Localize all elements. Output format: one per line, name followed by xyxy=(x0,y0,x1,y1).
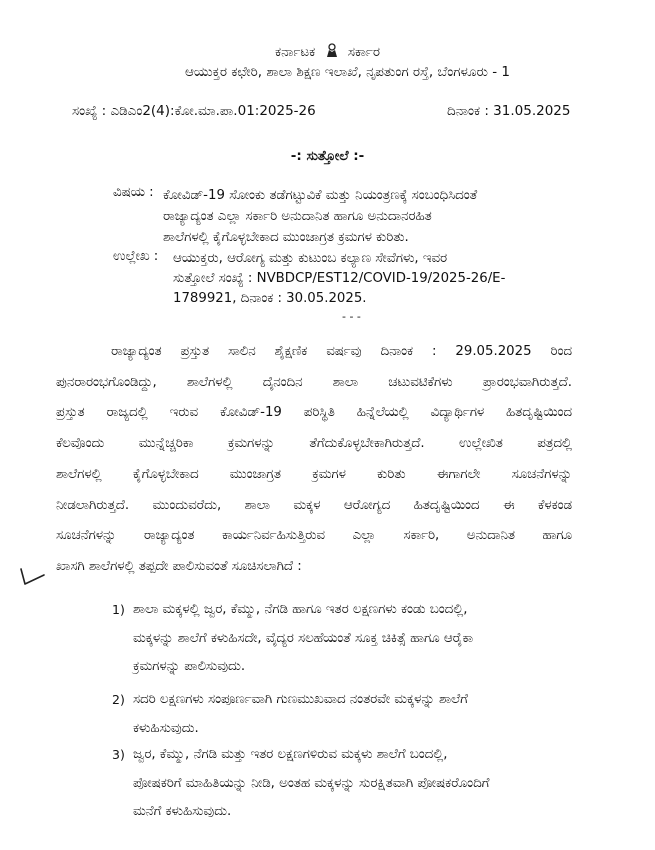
body-line: ಸೂಚನೆಗಳನ್ನು ರಾಜ್ಯಾದ್ಯಂತ ಕಾರ್ಯನಿರ್ವಹಿಸುತ್ತಿರುವ ಎಲ್ಲಾ ಸರ್ಕಾರಿ, ಅನುದಾನಿತ ಹಾಗೂ xyxy=(56,528,572,544)
list-item xyxy=(133,686,577,743)
body-line: ನೀಡಲಾಗಿರುತ್ತದೆ. ಮುಂದುವರೆದು, ಶಾಲಾ ಮಕ್ಕಳ ಆರೋಗ್ಯದ ಹಿತದೃಷ್ಟಿಯಿಂದ ಈ ಕೆಳಕಂಡ xyxy=(56,497,572,513)
item-number: 1) xyxy=(112,602,125,617)
subject-line: ರಾಜ್ಯಾದ್ಯಂತ ಎಲ್ಲಾ ಸರ್ಕಾರಿ ಅನುದಾನಿತ ಹಾಗೂ ಅನುದಾನರಹಿತ xyxy=(163,209,432,224)
separator: - - - xyxy=(342,310,361,323)
body-line: ಪುನರಾರಂಭಗೊಂಡಿದ್ದು, ಶಾಲೆಗಳಲ್ಲಿ ದೈನಂದಿನ ಶಾಲಾ ಚಟುವಟಿಕೆಗಳು ಪ್ರಾರಂಭವಾಗಿರುತ್ತದೆ. xyxy=(56,374,572,390)
state-name: ಕರ್ನಾಟಕ xyxy=(275,44,316,60)
reference-line: ಸುತ್ತೋಲೆ ಸಂಖ್ಯೆ : NVBDCP/EST12/COVID-19/2025-26/E- xyxy=(173,271,506,286)
reference-text xyxy=(173,249,505,309)
item-number: 2) xyxy=(112,692,125,707)
page-title: -: ಸುತ್ತೋಲೆ :- xyxy=(290,148,365,164)
item-line: ಮನೆಗೆ ಕಳುಹಿಸುವುದು. xyxy=(133,804,232,819)
item-line: ಶಾಲಾ ಮಕ್ಕಳಲ್ಲಿ ಜ್ವರ, ಕೆಮ್ಮು, ನೆಗಡಿ ಹಾಗೂ ಇತರ ಲಕ್ಷಣಗಳು ಕಂಡು ಬಂದಲ್ಲಿ, xyxy=(133,602,468,617)
state-emblem-icon xyxy=(324,42,340,58)
body-line: ಶಾಲೆಗಳಲ್ಲಿ ಕೈಗೊಳ್ಳಬೇಕಾದ ಮುಂಜಾಗ್ರತ ಕ್ರಮಗಳ ಕುರಿತು ಈಗಾಗಲೇ ಸೂಚನೆಗಳನ್ನು xyxy=(56,466,572,482)
item-number: 3) xyxy=(112,747,125,762)
item-line: ಜ್ವರ, ಕೆಮ್ಮು, ನೆಗಡಿ ಮತ್ತು ಇತರ ಲಕ್ಷಣಗಳಿರುವ ಮಕ್ಕಳು ಶಾಲೆಗೆ ಬಂದಲ್ಲಿ, xyxy=(133,747,448,762)
subject-text xyxy=(163,185,477,248)
body-line: ಖಾಸಗಿ ಶಾಲೆಗಳಲ್ಲಿ ತಪ್ಪದೇ ಪಾಲಿಸುವಂತೆ ಸೂಚಿಸಲಾಗಿದೆ : xyxy=(56,558,302,574)
government-word: ಸರ್ಕಾರ xyxy=(347,44,380,60)
item-line: ಕಳುಹಿಸುವುದು. xyxy=(133,720,199,736)
circular-date: ದಿನಾಂಕ : 31.05.2025 xyxy=(447,103,571,119)
item-line: ಕ್ರಮಗಳನ್ನು ಪಾಲಿಸುವುದು. xyxy=(133,659,246,674)
subject-line: ಶಾಲೆಗಳಲ್ಲಿ ಕೈಗೊಳ್ಳಬೇಕಾದ ಮುಂಜಾಗ್ರತ ಕ್ರಮಗಳ ಕುರಿತು. xyxy=(163,230,409,245)
handwritten-tick-icon xyxy=(18,565,46,587)
office-address: ಆಯುಕ್ತರ ಕಛೇರಿ, ಶಾಲಾ ಶಿಕ್ಷಣ ಇಲಾಖೆ, ನೃಪತುಂಗ ರಸ್ತೆ, ಬೆಂಗಳೂರು - 1 xyxy=(185,64,510,80)
reference-line: ಆಯುಕ್ತರು, ಆರೋಗ್ಯ ಮತ್ತು ಕುಟುಂಬ ಕಲ್ಯಾಣ ಸೇವೆಗಳು, ಇವರ xyxy=(173,251,448,266)
letterhead-title xyxy=(0,42,655,60)
item-line: ಪೋಷಕರಿಗೆ ಮಾಹಿತಿಯನ್ನು ನೀಡಿ, ಅಂತಹ ಮಕ್ಕಳನ್ನು ಸುರಕ್ಷಿತವಾಗಿ ಪೋಷಕರೊಂದಿಗೆ xyxy=(133,775,490,791)
body-line: ಕೆಲವೊಂದು ಮುನ್ನೆಚ್ಚರಿಕಾ ಕ್ರಮಗಳನ್ನು ತೆಗೆದುಕೊಳ್ಳಬೇಕಾಗಿರುತ್ತದೆ. ಉಲ್ಲೇಖಿತ ಪತ್ರದಲ್ಲಿ xyxy=(56,436,572,452)
body-line: ರಾಜ್ಯಾದ್ಯಂತ ಪ್ರಸ್ತುತ ಸಾಲಿನ ಶೈಕ್ಷಣಿಕ ವರ್ಷವು ದಿನಾಂಕ : 29.05.2025 ರಿಂದ xyxy=(111,344,572,359)
list-item xyxy=(133,741,577,827)
circular-number: ಸಂಖ್ಯೆ : ಎಡಿಎಂ2(4):ಕೋ.ಮಾ.ಪಾ.01:2025-26 xyxy=(72,103,316,119)
reference-line: 1789921, ದಿನಾಂಕ : 30.05.2025. xyxy=(173,291,367,306)
body-paragraph xyxy=(56,337,572,583)
subject-line: ಕೋವಿಡ್-19 ಸೋಂಕು ತಡೆಗಟ್ಟುವಿಕೆ ಮತ್ತು ನಿಯಂತ್ರಣಕ್ಕೆ ಸಂಬಂಧಿಸಿದಂತೆ xyxy=(163,188,478,203)
item-line: ಮಕ್ಕಳನ್ನು ಶಾಲೆಗೆ ಕಳುಹಿಸದೇ, ವೈದ್ಯರ ಸಲಹೆಯಂತೆ ಸೂಕ್ತ ಚಿಕಿತ್ಸೆ ಹಾಗೂ ಆರೈಕಾ xyxy=(133,630,474,646)
list-item xyxy=(133,596,577,682)
item-line: ಸದರಿ ಲಕ್ಷಣಗಳು ಸಂಪೂರ್ಣವಾಗಿ ಗುಣಮುಖವಾದ ನಂತರವೇ ಮಕ್ಕಳನ್ನು ಶಾಲೆಗೆ xyxy=(133,692,468,707)
reference-label: ಉಲ್ಲೇಖ : xyxy=(113,249,159,264)
subject-label: ವಿಷಯ : xyxy=(113,185,154,200)
body-line: ಪ್ರಸ್ತುತ ರಾಜ್ಯದಲ್ಲಿ ಇರುವ ಕೋವಿಡ್-19 ಪರಿಸ್ಥಿತಿ ಹಿನ್ನೆಲೆಯಲ್ಲಿ ವಿದ್ಯಾರ್ಥಿಗಳ ಹಿತದೃಷ್ಟಿಯಿಂದ xyxy=(56,405,572,421)
